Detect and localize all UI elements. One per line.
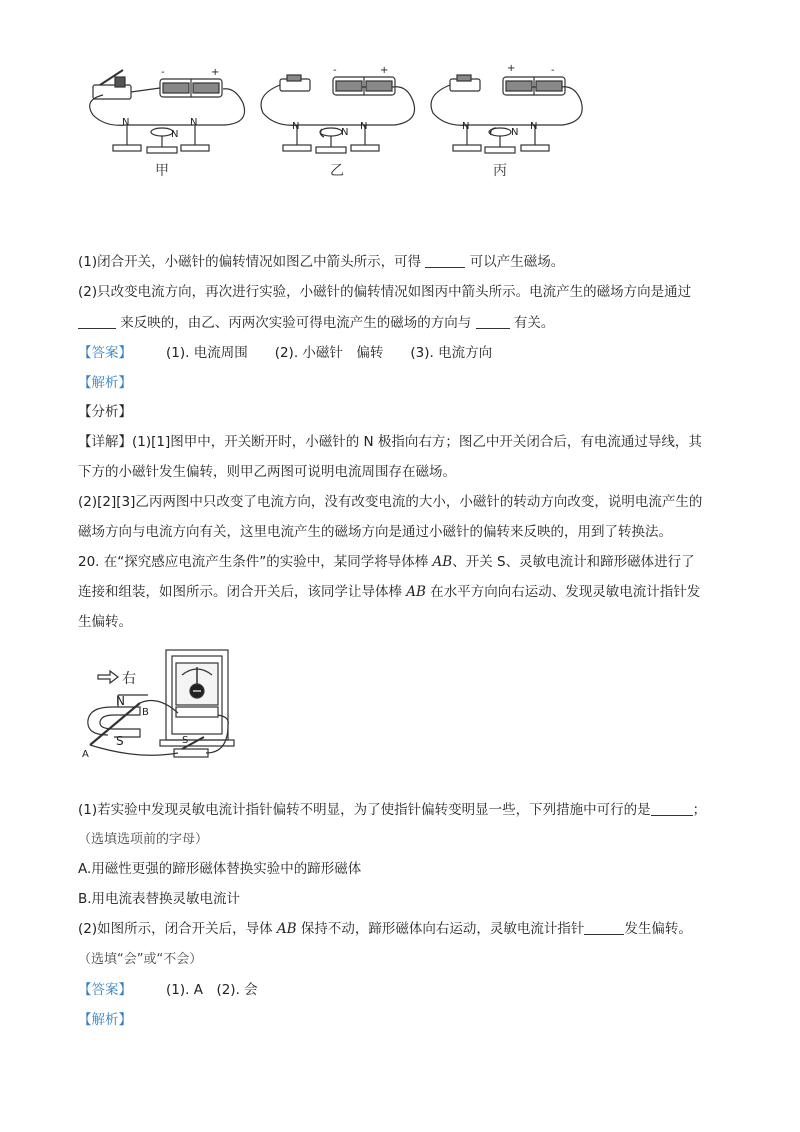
minus-label-3: - <box>551 65 555 76</box>
minus-label-2: - <box>333 65 337 76</box>
answer-text: (1). 电流周围 (2). 小磁针 偏转 (3). 电流方向 <box>166 345 493 361</box>
plus-label-3: + <box>507 63 516 74</box>
q20-part1 <box>78 800 738 820</box>
jiexi-label: 【解析】 <box>78 375 132 391</box>
rod-b-label: B <box>142 707 149 718</box>
q20-stem-line1 <box>78 552 738 572</box>
q20-ab-1: AB <box>432 554 453 570</box>
caption-yi: 乙 <box>330 163 344 179</box>
q20-stem-a: 20. 在“探究感应电流产生条件”的实验中，某同学将导体棒 <box>78 554 433 570</box>
q20-option-a: A.用磁性更强的蹄形磁体替换实验中的蹄形磁体 <box>78 861 362 877</box>
detail-text-1: (1)[1]图甲中，开关断开时，小磁针的 N 极指向右方；图乙中开关闭合后，有电流通过导线，其 <box>132 434 702 450</box>
q19-part2-text-c: 有关。 <box>509 315 555 331</box>
north-label-2b: N <box>341 127 349 138</box>
q20-part1-end: ； <box>692 802 707 818</box>
q19-part2-line2 <box>78 313 738 333</box>
fenxi-label: 【分析】 <box>78 404 132 420</box>
q19-blank-1 <box>425 253 465 268</box>
induction-figure <box>78 645 338 770</box>
north-label-3b: N <box>511 127 519 138</box>
north-label-1a: N <box>122 117 130 128</box>
magnet-n-label: N <box>116 694 125 708</box>
q19-blank-3 <box>476 314 510 329</box>
north-label-1c: N <box>190 117 198 128</box>
north-label-2a: N <box>292 121 300 132</box>
q20-blank-2 <box>584 920 624 935</box>
q20-part1-text: (1)若实验中发现灵敏电流计指针偏转不明显，为了使指针偏转变明显一些，下列措施中可行的是 <box>78 802 651 818</box>
q19-part1-text-a: (1)闭合开关，小磁针的偏转情况如图乙中箭头所示，可得 <box>78 254 426 270</box>
q19-part2-line1: (2)只改变电流方向，再次进行实验，小磁针的偏转情况如图丙中箭头所示。电流产生的磁场方向是通过 <box>78 284 692 300</box>
detail-line-3: (2)[2][3]乙丙两图中只改变了电流方向，没有改变电流的大小，小磁针的转动方向改变，说明电流产生的 <box>78 494 703 510</box>
q19-part2-text-b: 来反映的，由乙、丙两次实验可得电流产生的磁场的方向与 <box>116 315 476 331</box>
detail-label: 【详解】 <box>78 434 132 450</box>
plus-label-2: + <box>380 65 389 76</box>
q20-jiexi-label: 【解析】 <box>78 1012 132 1028</box>
plus-label-1: + <box>211 67 220 78</box>
detail-line-1 <box>78 432 738 452</box>
q19-answer <box>78 343 738 363</box>
q20-part2-a: (2)如图所示，闭合开关后，导体 <box>78 921 277 937</box>
caption-jia: 甲 <box>155 163 169 179</box>
q20-answer-label: 【答案】 <box>78 982 132 998</box>
switch-s-label: S <box>182 735 189 746</box>
magnet-s-label: S <box>116 734 124 748</box>
q20-stem-d: 在水平方向向右运动、发现灵敏电流计指针发 <box>425 584 701 600</box>
north-label-1b: N <box>171 129 179 140</box>
right-label: 右 <box>122 671 136 687</box>
q20-part2 <box>78 919 738 939</box>
q20-stem-line3: 生偏转。 <box>78 614 132 630</box>
q20-ab-3: AB <box>276 921 297 937</box>
q20-answer <box>78 980 738 1000</box>
q20-option-b: B.用电流表替换灵敏电流计 <box>78 891 241 907</box>
detail-line-4: 磁场方向与电流方向有关，这里电流产生的磁场方向是通过小磁针的偏转来反映的，用到了转换法。 <box>78 524 672 540</box>
answer-label: 【答案】 <box>78 345 132 361</box>
q20-answer-text: (1). A (2). 会 <box>166 982 258 998</box>
q20-stem-b: 、开关 S、灵敏电流计和蹄形磁体进行了 <box>452 554 695 570</box>
q20-ab-2: AB <box>406 584 426 600</box>
q20-blank-1 <box>651 801 693 816</box>
q20-part2-c: 发生偏转。 <box>624 921 692 937</box>
q19-part1-text-b: 可以产生磁场。 <box>465 254 565 270</box>
north-label-3c: N <box>530 121 538 132</box>
minus-label-1: - <box>161 67 165 78</box>
q20-part1-note: （选填选项前的字母） <box>78 832 209 847</box>
q20-part2-note: （选填“会”或“不会） <box>78 952 203 967</box>
caption-bing: 丙 <box>493 163 507 179</box>
q20-part2-b: 保持不动，蹄形磁体向右运动，灵敏电流计指针 <box>296 921 585 937</box>
rod-a-label: A <box>82 749 89 760</box>
q20-stem-line2 <box>78 582 738 602</box>
q19-part1 <box>78 252 738 272</box>
q19-blank-2 <box>78 314 116 329</box>
north-label-3a: N <box>462 121 470 132</box>
north-label-2c: N <box>360 121 368 132</box>
detail-line-2: 下方的小磁针发生偏转，则甲乙两图可说明电流周围存在磁场。 <box>78 464 456 480</box>
q20-stem-c: 连接和组装，如图所示。闭合开关后，该同学让导体棒 <box>78 584 407 600</box>
